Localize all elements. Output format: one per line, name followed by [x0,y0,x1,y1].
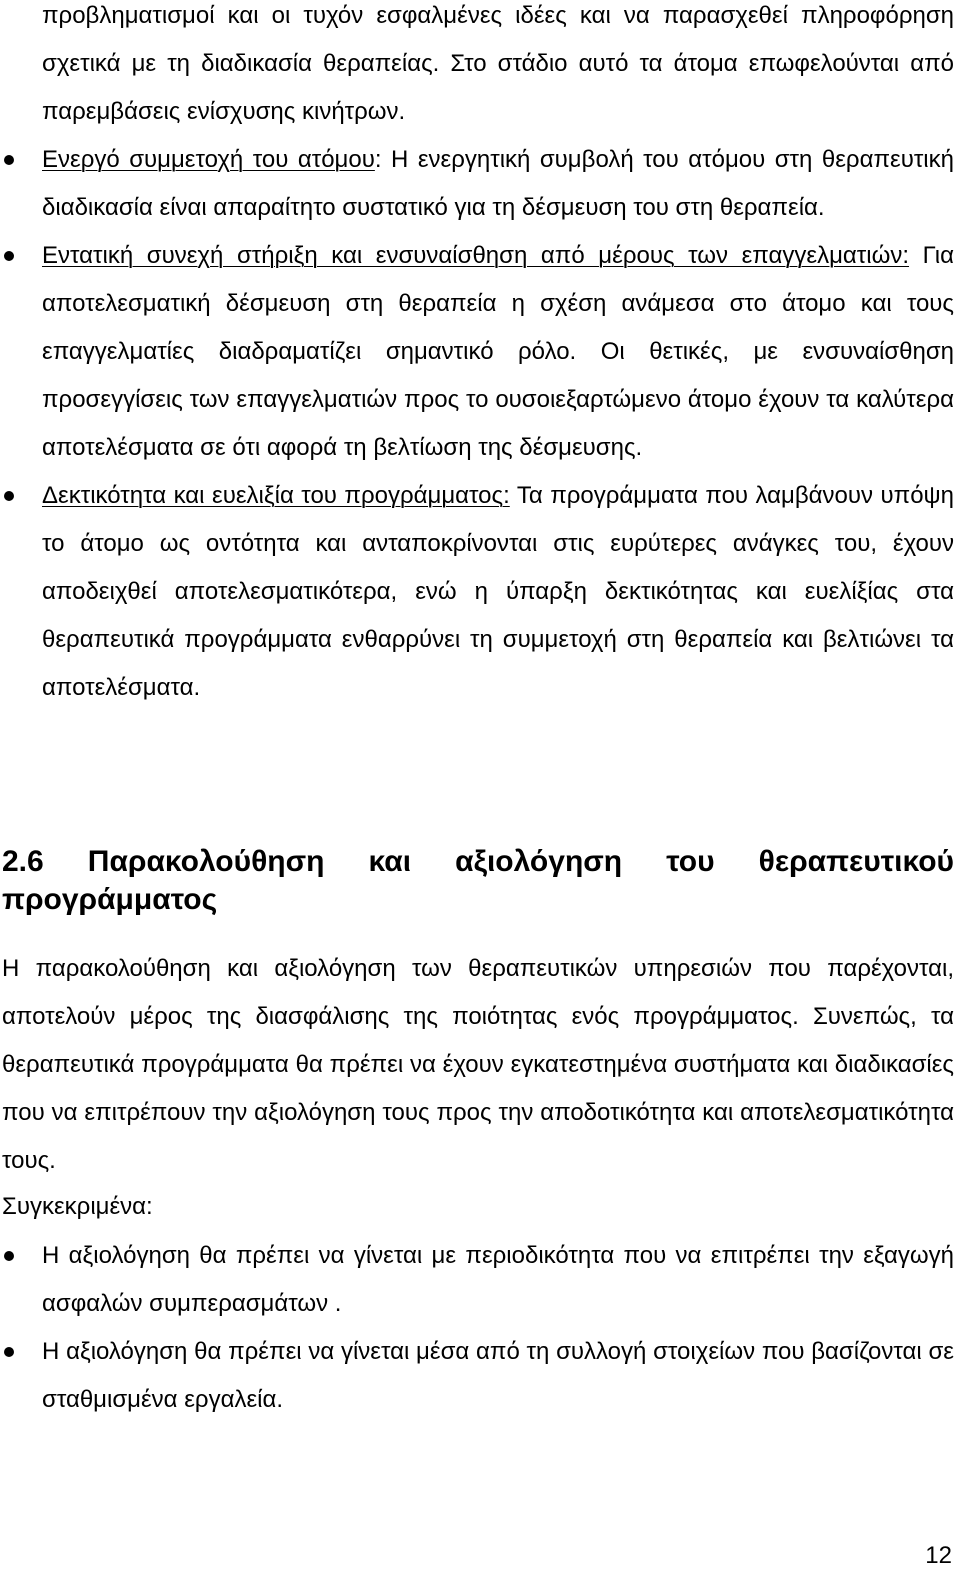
body-paragraph: Η παρακολούθηση και αξιολόγηση των θεραπευτικών υπηρεσιών που παρέχονται, αποτελούν μέρος της διασφάλισης της ποιότητας ενός προγράμματος. Συνεπώς, τα θεραπευτικά προγράμματα θα πρέπει να έχουν εγκατεστημένα συστήματα και διαδικασίες που να επιτρέπουν την αξιολόγηση τους προς την αποδοτικότητα και αποτελεσματικότητα τους. [2,955,954,1174]
bullet-text: Η αξιολόγηση θα πρέπει να γίνεται μέσα από τη συλλογή στοιχείων που βασίζονται σε σταθμισμένα εργαλεία. [42,1338,954,1413]
bullet-text: Η αξιολόγηση θα πρέπει να γίνεται με περιοδικότητα που να επιτρέπει την εξαγωγή ασφαλών συμπερασμάτων . [42,1242,954,1317]
bullet-lead: Ενεργό συμμετοχή του ατόμου [42,146,375,173]
bullet-icon [4,251,14,261]
bullet-icon [4,1347,14,1357]
page-number: 12 [925,1542,952,1569]
list-item [0,136,954,232]
bullet-icon [4,155,14,165]
factors-bullet-list [0,136,960,712]
bullet-text: Τα προγράμματα που λαμβάνουν υπόψη το άτομο ως οντότητα και ανταποκρίνονται στις ευρύτερες ανάγκες του, έχουν αποδειχθεί αποτελεσματικότερα, ενώ η ύπαρξη δεκτικότητας και ευελίξίας στα θεραπευτικά προγράμματα ενθαρρύνει τη συμμετοχή στη θεραπεία και βελτιώνει τα αποτελέσματα. [42,482,955,701]
continuation-paragraph: προβληματισμοί και οι τυχόν εσφαλμένες ιδέες και να παρασχεθεί πληροφόρηση σχετικά με τη διαδικασία θεραπείας. Στο στάδιο αυτό τα άτομα επωφελούνται από παρεμβάσεις ενίσχυσης κινήτρων. [42,2,954,125]
list-item [0,1232,954,1328]
bullet-icon [4,491,14,501]
section-heading: 2.6 Παρακολούθηση και αξιολόγηση του θεραπευτικού προγράμματος [2,845,954,916]
bullet-lead: Δεκτικότητα και ευελιξία του προγράμματος: [42,482,510,509]
bullet-text: : Η ενεργητική συμβολή του ατόμου στη θεραπευτική διαδικασία είναι απαραίτητο συστατικό για τη δέσμευση του στη θεραπεία. [42,146,954,221]
list-item [0,232,954,472]
bullet-icon [4,1251,14,1261]
bullet-lead: Εντατική συνεχή στήριξη και ενσυναίσθηση από μέρους των επαγγελματιών: [42,242,910,269]
list-item [0,472,954,712]
bullet-text: Για αποτελεσματική δέσμευση στη θεραπεία η σχέση ανάμεσα στο άτομο και τους επαγγελματίες διαδραματίζει σημαντικό ρόλο. Οι θετικές, με ενσυναίσθηση προσεγγίσεις των επαγγελματιών προς το ουσοιεξαρτώμενο άτομο έχουν τα καλύτερα αποτελέσματα σε ότι αφορά τη βελτίωση της δέσμευσης. [42,242,955,461]
list-item [0,1328,954,1424]
evaluation-bullet-list [0,1232,960,1424]
intro-line: Συγκεκριμένα: [2,1193,153,1220]
